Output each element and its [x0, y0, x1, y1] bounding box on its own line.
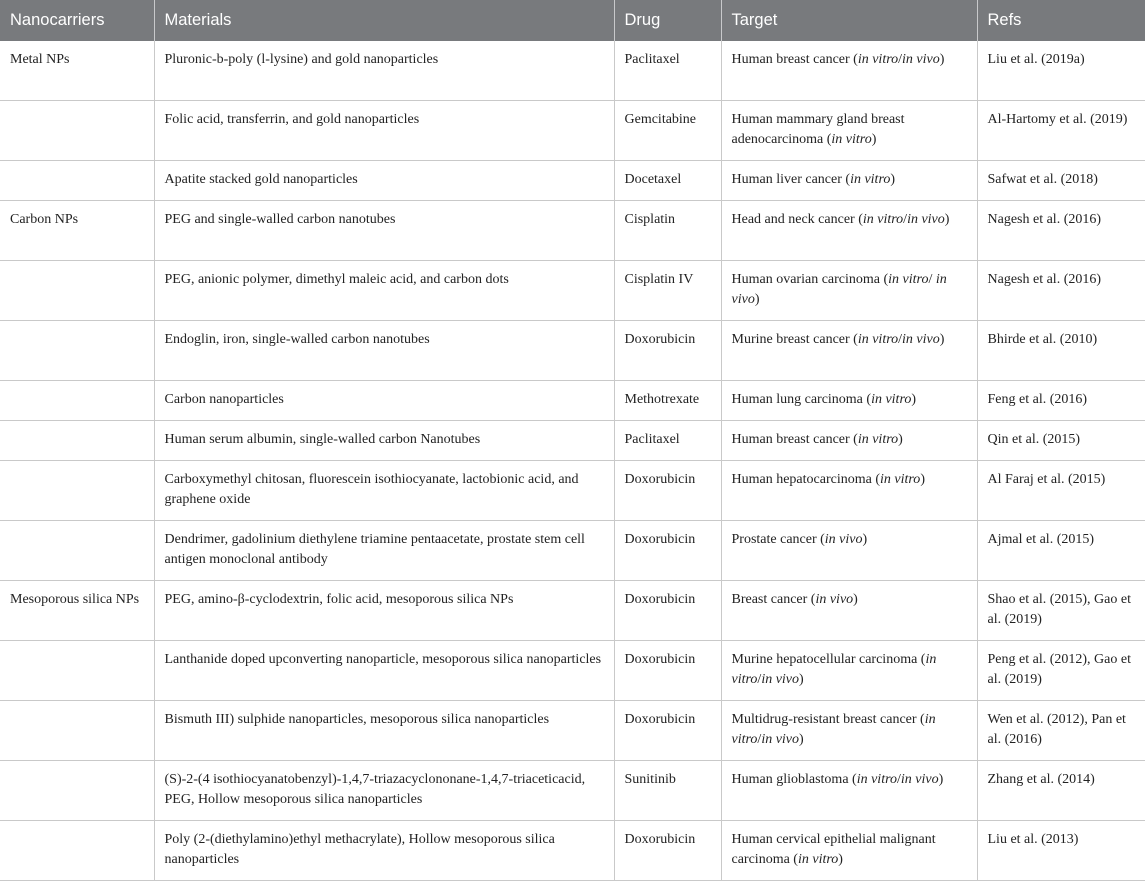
cell-refs: Safwat et al. (2018)	[977, 161, 1145, 201]
table-row	[0, 261, 1145, 321]
cell-refs: Liu et al. (2013)	[977, 821, 1145, 881]
cell-refs: Peng et al. (2012), Gao et al. (2019)	[977, 641, 1145, 701]
cell-refs: Qin et al. (2015)	[977, 421, 1145, 461]
cell-drug: Doxorubicin	[614, 321, 721, 381]
table-row	[0, 521, 1145, 581]
cell-drug: Gemcitabine	[614, 101, 721, 161]
cell-drug: Methotrexate	[614, 381, 721, 421]
cell-nanocarrier	[0, 821, 154, 881]
table-header	[0, 0, 1145, 41]
cell-drug: Sunitinib	[614, 761, 721, 821]
table-row	[0, 821, 1145, 881]
table-row	[0, 321, 1145, 381]
cell-refs: Wen et al. (2012), Pan et al. (2016)	[977, 701, 1145, 761]
cell-nanocarrier	[0, 521, 154, 581]
cell-target: Breast cancer (in vivo)	[721, 581, 977, 641]
header-drug: Drug	[614, 0, 721, 41]
cell-refs: Al-Hartomy et al. (2019)	[977, 101, 1145, 161]
cell-refs: Ajmal et al. (2015)	[977, 521, 1145, 581]
table-row	[0, 641, 1145, 701]
cell-drug: Doxorubicin	[614, 461, 721, 521]
cell-materials: Folic acid, transferrin, and gold nanoparticles	[154, 101, 614, 161]
cell-drug: Cisplatin IV	[614, 261, 721, 321]
table-row	[0, 461, 1145, 521]
cell-materials: Dendrimer, gadolinium diethylene triamine pentaacetate, prostate stem cell antigen monoclonal antibody	[154, 521, 614, 581]
cell-refs: Nagesh et al. (2016)	[977, 261, 1145, 321]
cell-nanocarrier: Carbon NPs	[0, 201, 154, 261]
cell-nanocarrier	[0, 641, 154, 701]
cell-refs: Liu et al. (2019a)	[977, 41, 1145, 101]
cell-nanocarrier	[0, 381, 154, 421]
table-row	[0, 421, 1145, 461]
cell-drug: Docetaxel	[614, 161, 721, 201]
header-nanocarriers: Nanocarriers	[0, 0, 154, 41]
cell-materials: Carbon nanoparticles	[154, 381, 614, 421]
cell-materials: Poly (2-(diethylamino)ethyl methacrylate), Hollow mesoporous silica nanoparticles	[154, 821, 614, 881]
cell-target: Head and neck cancer (in vitro/in vivo)	[721, 201, 977, 261]
cell-target: Human liver cancer (in vitro)	[721, 161, 977, 201]
cell-drug: Doxorubicin	[614, 521, 721, 581]
cell-nanocarrier	[0, 761, 154, 821]
cell-target: Murine breast cancer (in vitro/in vivo)	[721, 321, 977, 381]
cell-nanocarrier: Mesoporous silica NPs	[0, 581, 154, 641]
cell-materials: Bismuth III) sulphide nanoparticles, mesoporous silica nanoparticles	[154, 701, 614, 761]
cell-drug: Paclitaxel	[614, 421, 721, 461]
cell-materials: Pluronic-b-poly (l-lysine) and gold nanoparticles	[154, 41, 614, 101]
cell-nanocarrier: Metal NPs	[0, 41, 154, 101]
cell-nanocarrier	[0, 261, 154, 321]
table-row	[0, 101, 1145, 161]
cell-drug: Doxorubicin	[614, 641, 721, 701]
header-refs: Refs	[977, 0, 1145, 41]
table-row	[0, 41, 1145, 101]
table-row	[0, 701, 1145, 761]
cell-target: Human cervical epithelial malignant carcinoma (in vitro)	[721, 821, 977, 881]
cell-refs: Feng et al. (2016)	[977, 381, 1145, 421]
cell-drug: Doxorubicin	[614, 821, 721, 881]
cell-materials: Endoglin, iron, single-walled carbon nanotubes	[154, 321, 614, 381]
cell-refs: Nagesh et al. (2016)	[977, 201, 1145, 261]
cell-materials: PEG, anionic polymer, dimethyl maleic acid, and carbon dots	[154, 261, 614, 321]
cell-nanocarrier	[0, 101, 154, 161]
cell-refs: Bhirde et al. (2010)	[977, 321, 1145, 381]
cell-refs: Al Faraj et al. (2015)	[977, 461, 1145, 521]
cell-target: Murine hepatocellular carcinoma (in vitro/in vivo)	[721, 641, 977, 701]
table-row	[0, 761, 1145, 821]
cell-refs: Shao et al. (2015), Gao et al. (2019)	[977, 581, 1145, 641]
cell-nanocarrier	[0, 461, 154, 521]
cell-materials: PEG and single-walled carbon nanotubes	[154, 201, 614, 261]
table-row	[0, 161, 1145, 201]
header-materials: Materials	[154, 0, 614, 41]
cell-drug: Cisplatin	[614, 201, 721, 261]
cell-nanocarrier	[0, 421, 154, 461]
table-row	[0, 581, 1145, 641]
cell-nanocarrier	[0, 161, 154, 201]
cell-target: Human hepatocarcinoma (in vitro)	[721, 461, 977, 521]
cell-materials: PEG, amino-β-cyclodextrin, folic acid, mesoporous silica NPs	[154, 581, 614, 641]
cell-target: Human ovarian carcinoma (in vitro/ in vivo)	[721, 261, 977, 321]
table-body	[0, 41, 1145, 881]
cell-target: Human glioblastoma (in vitro/in vivo)	[721, 761, 977, 821]
cell-target: Multidrug-resistant breast cancer (in vitro/in vivo)	[721, 701, 977, 761]
cell-target: Human breast cancer (in vitro)	[721, 421, 977, 461]
cell-materials: Apatite stacked gold nanoparticles	[154, 161, 614, 201]
cell-nanocarrier	[0, 701, 154, 761]
table-row	[0, 381, 1145, 421]
cell-target: Prostate cancer (in vivo)	[721, 521, 977, 581]
cell-refs: Zhang et al. (2014)	[977, 761, 1145, 821]
cell-target: Human mammary gland breast adenocarcinoma (in vitro)	[721, 101, 977, 161]
cell-materials: Lanthanide doped upconverting nanoparticle, mesoporous silica nanoparticles	[154, 641, 614, 701]
cell-materials: Carboxymethyl chitosan, fluorescein isothiocyanate, lactobionic acid, and graphene oxide	[154, 461, 614, 521]
cell-materials: (S)-2-(4 isothiocyanatobenzyl)-1,4,7-triazacyclononane-1,4,7-triaceticacid, PEG, Hollow mesoporous silica nanoparticles	[154, 761, 614, 821]
table-row	[0, 201, 1145, 261]
header-target: Target	[721, 0, 977, 41]
cell-drug: Paclitaxel	[614, 41, 721, 101]
header-row	[0, 0, 1145, 41]
cell-materials: Human serum albumin, single-walled carbon Nanotubes	[154, 421, 614, 461]
cell-drug: Doxorubicin	[614, 581, 721, 641]
cell-drug: Doxorubicin	[614, 701, 721, 761]
cell-nanocarrier	[0, 321, 154, 381]
cell-target: Human lung carcinoma (in vitro)	[721, 381, 977, 421]
cell-target: Human breast cancer (in vitro/in vivo)	[721, 41, 977, 101]
